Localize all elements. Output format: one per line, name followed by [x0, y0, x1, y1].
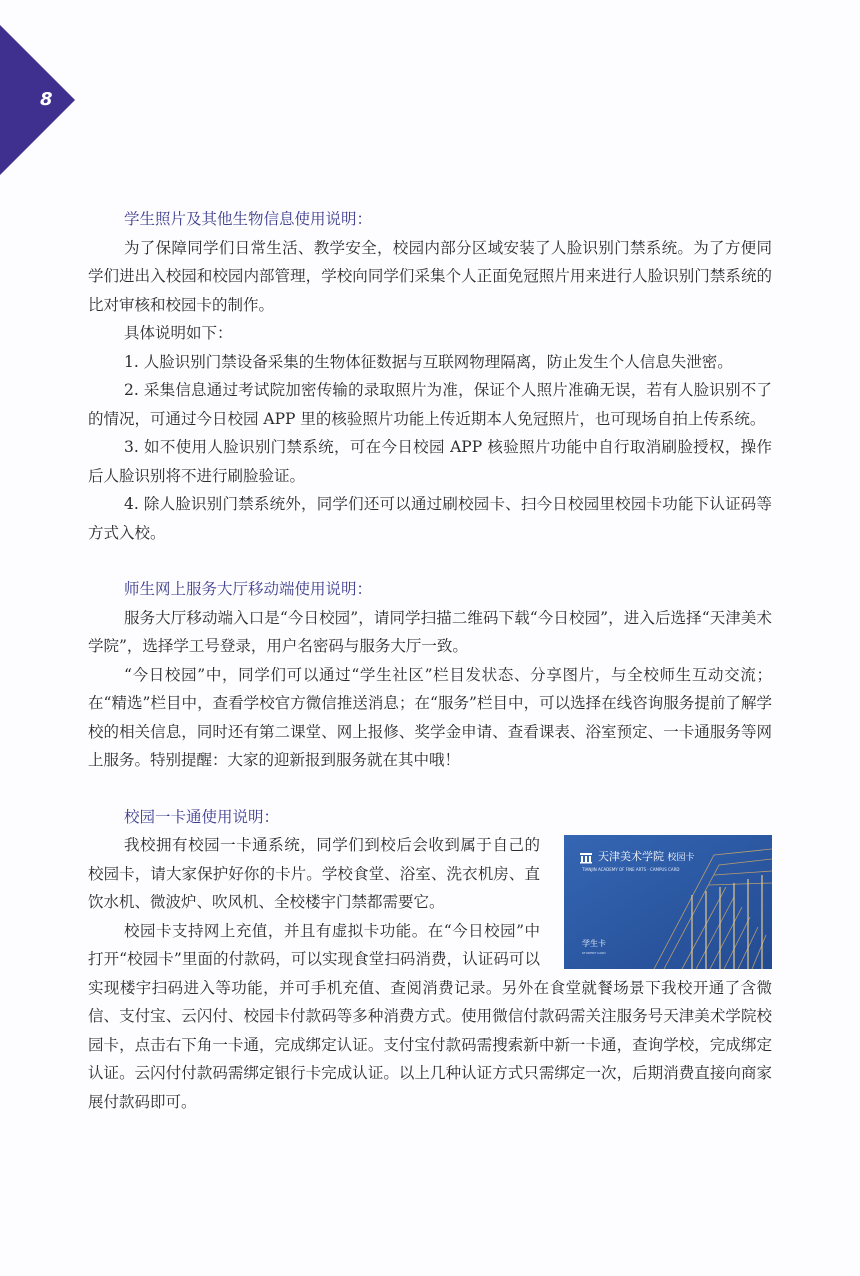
section-title: 学生照片及其他生物信息使用说明： [124, 210, 373, 228]
campus-card-image [564, 835, 772, 969]
paragraph: 具体说明如下： [124, 324, 233, 342]
paragraph: 为了保障同学们日常生活、教学安全，校园内部分区域安装了人脸识别门禁系统。为了方便同学们进出入校园和校园内部管理，学校向同学们采集个人正面免冠照片用来进行人脸识别门禁系统的比对审核和校园卡的制作。 [88, 238, 772, 314]
page-number: 8 [40, 89, 53, 110]
card-type-en: STUDENT CARD [582, 951, 606, 955]
list-item: 1. 人脸识别门禁设备采集的生物体征数据与互联网物理隔离，防止发生个人信息失泄密。 [124, 352, 733, 371]
list-item: 2. 采集信息通过考试院加密传输的录取照片为准，保证个人照片准确无误，若有人脸识别不了的情况，可通过今日校园 APP 里的核验照片功能上传近期本人免冠照片，也可现场自拍上传系统。 [88, 381, 772, 428]
card-school-name-en: TIANJIN ACADEMY OF FINE ARTS · CAMPUS CARD [582, 867, 680, 872]
paragraph: 校园卡支持网上充值，并且有虚拟卡功能。在“今日校园”中打开“校园卡”里面的付款码，可以实现食堂扫码消费，认证码可以实现楼宇扫码进入等功能，并可手机充值、查阅消费记录。另外在食堂就餐场景下我校开通了含微信、支付宝、云闪付、校园卡付款码等多种消费方式。使用微信付款码需关注服务号天津美术学院校园卡，点击右下角一卡通，完成绑定认证。支付宝付款码需搜索新中新一卡通，查询学校，完成绑定认证。云闪付付款码需绑定银行卡完成认证。以上几种认证方式只需绑定一次，后期消费直接向商家展付款码即可。 [88, 921, 772, 1111]
list-item: 4. 除人脸识别门禁系统外，同学们还可以通过刷校园卡、扫今日校园里校园卡功能下认证码等方式入校。 [88, 495, 772, 542]
section-campus-card [88, 803, 772, 1117]
card-type: 学生卡 [582, 939, 606, 948]
paragraph: “今日校园”中，同学们可以通过“学生社区”栏目发状态、分享图片，与全校师生互动交流；在“精选”栏目中，查看学校官方微信推送消息；在“服务”栏目中，可以选择在线咨询服务提前了解学校的相关信息，同时还有第二课堂、网上报修、奖学金申请、查看课表、浴室预定、一卡通服务等网上服务。特别提醒：大家的迎新报到服务就在其中哦！ [88, 665, 772, 769]
list-item: 3. 如不使用人脸识别门禁系统，可在今日校园 APP 核验照片功能中自行取消刷脸授权，操作后人脸识别将不进行刷脸验证。 [88, 438, 772, 485]
card-label: 校园卡 [667, 853, 695, 863]
campus-card [564, 835, 772, 969]
paragraph: 我校拥有校园一卡通系统，同学们到校后会收到属于自己的校园卡，请大家保护好你的卡片。学校食堂、浴室、洗衣机房、直饮水机、微波炉、吹风机、全校楼宇门禁都需要它。 [88, 836, 540, 911]
section-biometric [88, 205, 772, 547]
document-body [88, 205, 772, 1116]
card-school-name: 天津美术学院 校园卡 [598, 850, 695, 863]
paragraph: 服务大厅移动端入口是“今日校园”，请同学扫描二维码下载“今日校园”，进入后选择“天津美术学院”，选择学工号登录，用户名密码与服务大厅一致。 [88, 608, 772, 655]
section-title: 师生网上服务大厅移动端使用说明： [124, 580, 373, 598]
section-service-hall [88, 575, 772, 775]
section-title: 校园一卡通使用说明： [124, 807, 280, 826]
